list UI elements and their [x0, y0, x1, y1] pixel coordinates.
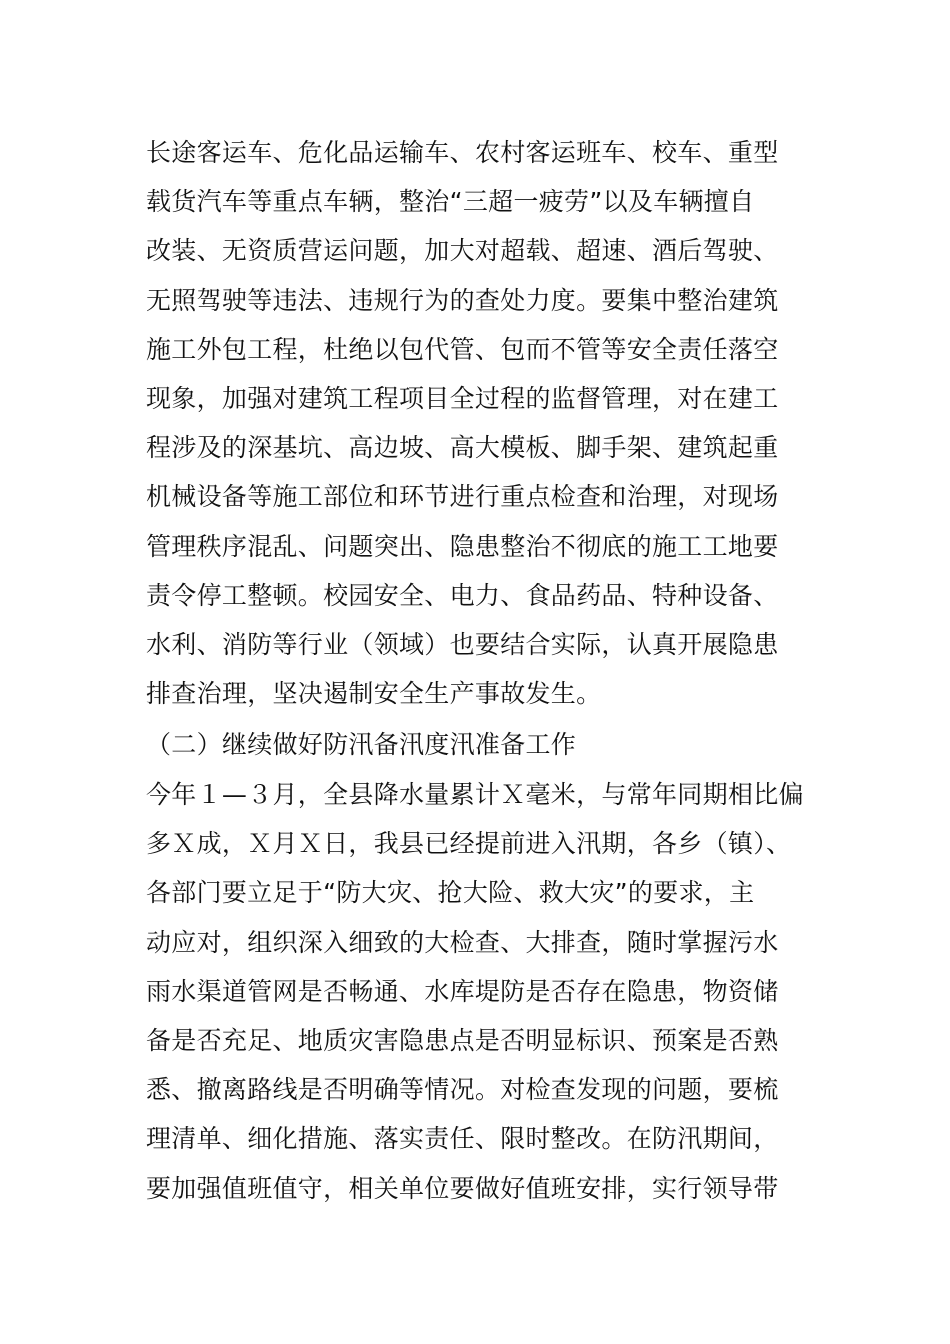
paragraph-line: 机械设备等施工部位和环节进行重点检查和治理，对现场 [146, 482, 779, 512]
paragraph-line: 多Ｘ成，Ｘ月Ｘ日，我县已经提前进入汛期，各乡（镇）、 [146, 829, 792, 859]
paragraph-line: 水利、消防等行业（领域）也要结合实际，认真开展隐患 [146, 629, 779, 659]
paragraph-line: 要加强值班值守，相关单位要做好值班安排，实行领导带 [146, 1173, 779, 1203]
paragraph-line: 悉、撤离路线是否明确等情况。对检查发现的问题，要梳 [146, 1075, 779, 1105]
paragraph-line: 排查治理，坚决遏制安全生产事故发生。 [146, 679, 602, 709]
paragraph-line: 载货汽车等重点车辆，整治“三超一疲劳”以及车辆擅自 [146, 187, 755, 217]
paragraph-line: 程涉及的深基坑、高边坡、高大模板、脚手架、建筑起重 [146, 433, 779, 463]
paragraph-line: 责令停工整顿。校园安全、电力、食品药品、特种设备、 [146, 580, 779, 610]
paragraph-line: 无照驾驶等违法、违规行为的查处力度。要集中整治建筑 [146, 285, 779, 315]
section-heading-block [146, 720, 826, 769]
paragraph-flood-prevention [146, 770, 826, 1213]
section-heading: （二）继续做好防汛备汛度汛准备工作 [146, 730, 577, 759]
paragraph-line: 理清单、细化措施、落实责任、限时整改。在防汛期间， [146, 1124, 779, 1154]
paragraph-safety-rectification [146, 128, 826, 718]
paragraph-line: 备是否充足、地质灾害隐患点是否明显标识、预案是否熟 [146, 1025, 779, 1055]
paragraph-line: 雨水渠道管网是否畅通、水库堤防是否存在隐患，物资储 [146, 976, 779, 1006]
paragraph-line: 现象，加强对建筑工程项目全过程的监督管理，对在建工 [146, 383, 779, 413]
paragraph-line: 改装、无资质营运问题，加大对超载、超速、酒后驾驶、 [146, 236, 779, 266]
paragraph-line: 今年１—３月，全县降水量累计Ｘ毫米，与常年同期相比偏 [146, 780, 804, 809]
paragraph-line: 动应对，组织深入细致的大检查、大排查，随时掌握污水 [146, 927, 779, 957]
paragraph-line: 各部门要立足于“防大灾、抢大险、救大灾”的要求，主 [146, 878, 755, 908]
paragraph-line: 长途客运车、危化品运输车、农村客运班车、校车、重型 [146, 138, 779, 167]
paragraph-line: 管理秩序混乱、问题突出、隐患整治不彻底的施工工地要 [146, 531, 779, 561]
paragraph-line: 施工外包工程，杜绝以包代管、包而不管等安全责任落空 [146, 334, 779, 364]
